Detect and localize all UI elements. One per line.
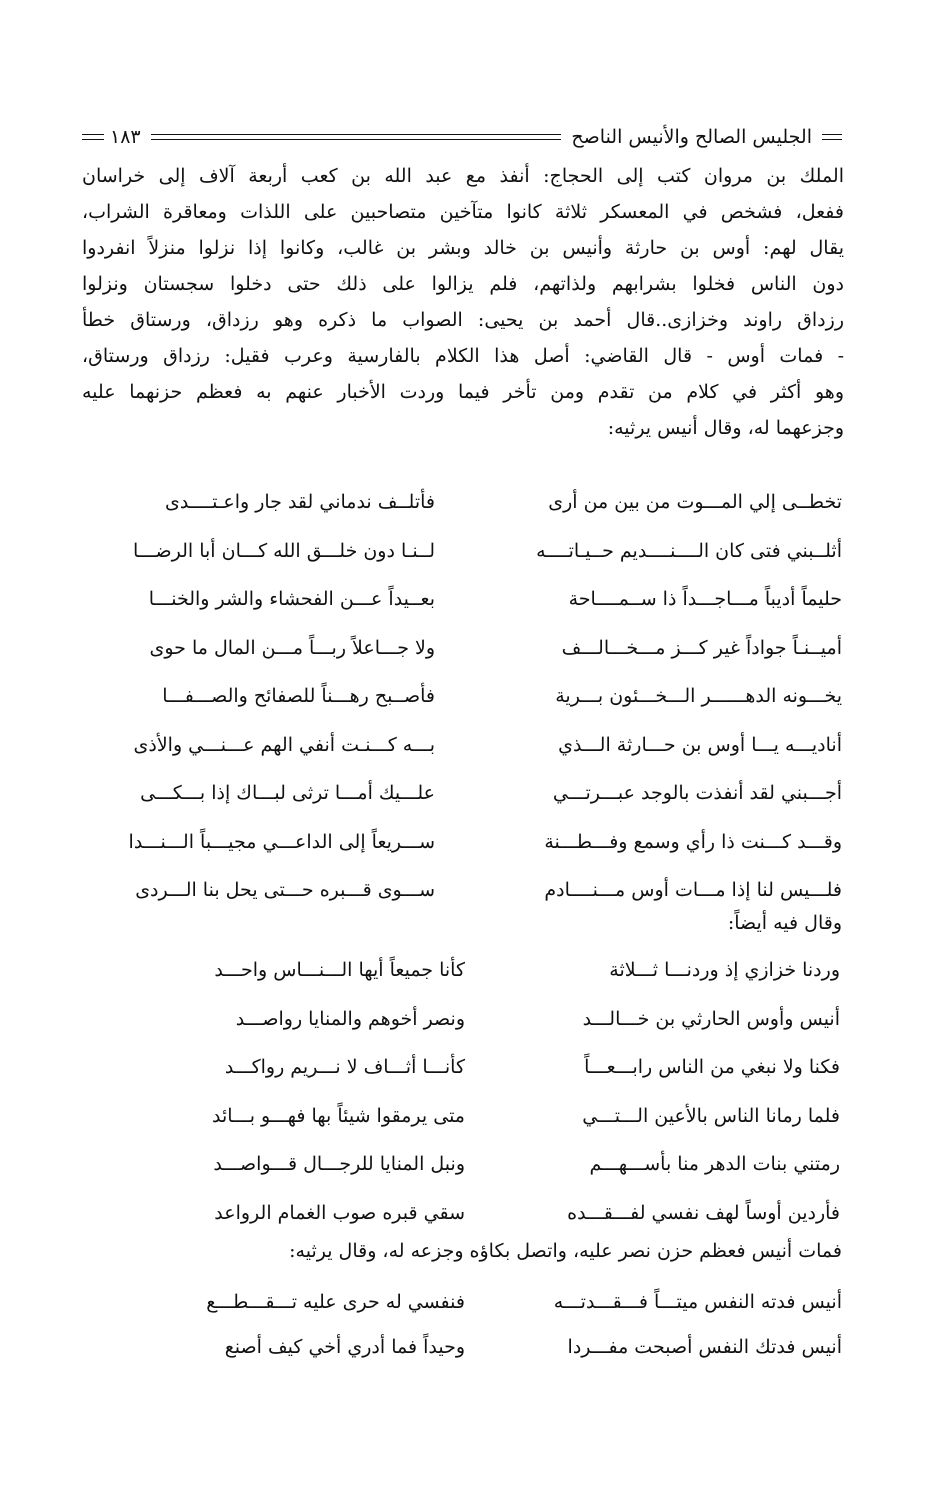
hemistich-second: فنفسي له حرى عليه تـــقـــطـــع (206, 1291, 465, 1313)
prose-line: رزداق راوند وخزازى..قال أحمد بن يحيى: الصواب ما ذكره وهو رزداق، ورستاق خطأ (82, 309, 844, 331)
verse (120, 1043, 840, 1092)
prose-line: - فمات أوس - قال القاضي: أصل هذا الكلام بالفارسية وعرب فقيل: رزداق ورستاق، (82, 345, 844, 367)
hemistich-second: فأتلــف ندماني لقد جار واعـتــــدى (164, 491, 435, 513)
hemistich-second: بعــيداً عـــن الفحشاء والشر والخنـــا (148, 588, 435, 610)
hemistich-first: أثلــبني فتى كان الــــنــــديم حــيـاتــــه (536, 539, 842, 562)
verse (120, 1092, 840, 1141)
hemistich-first: فلما رمانا الناس بالأعين الـــتـــي (582, 1104, 840, 1127)
hemistich-first: وقـــد كـــنت ذا رأي وسمع وفـــطـــنة (544, 830, 842, 853)
hemistich-second: علـــيك أمـــا ترثى لبـــاك إذا بـــكـــى (140, 782, 435, 804)
prose-line: وجزعهما له، وقال أنيس يرثيه: (607, 417, 844, 439)
hemistich-second: متى يرمقوا شيئاً بها فهـــو بـــائد (211, 1104, 465, 1127)
prose-line: يقال لهم: أوس بن حارثة وأنيس بن خالد وبشر بن غالب، وكانوا إذا نزلوا منزلاً انفردوا (82, 237, 844, 259)
hemistich-first: فأردين أوساً لهف نفسي لفـــقـــده (567, 1201, 840, 1224)
verse (90, 818, 842, 867)
verse (90, 866, 842, 915)
hemistich-first: وردنا خزازي إذ وردنـــا ثـــلاثة (609, 959, 840, 981)
running-header (82, 120, 842, 154)
verse (120, 995, 840, 1044)
prose-line: ففعل، فشخص في المعسكر ثلاثة كانوا متآخين متصاحبين على اللذات ومعاقرة الشراب، (82, 201, 844, 223)
hemistich-first: رمتني بنات الدهر منا بأســـهـــم (589, 1153, 840, 1175)
hemistich-first: فكنا ولا نبغي من الناس رابـــعـــاً (584, 1056, 840, 1078)
elegy-poem-3 (120, 1280, 842, 1370)
poem-intro-3: فمات أنيس فعظم حزن نصر عليه، واتصل بكاؤه وجزعه له، وقال يرثيه: (289, 1240, 842, 1262)
verse (90, 527, 842, 576)
hemistich-first: أنيس فدتك النفس أصبحت مفـــردا (567, 1336, 842, 1358)
verse (120, 1140, 840, 1189)
header-rule-end (82, 134, 104, 140)
hemistich-second: لــنـا دون خلـــق الله كـــان أبا الرضـــا (133, 539, 435, 562)
header-rule-middle (151, 134, 562, 140)
hemistich-second: كأنـــا أثـــاف لا نـــريم رواكـــد (224, 1056, 465, 1078)
prose-line: دون الناس فخلوا بشرابهم ولذاتهم، فلم يزالوا على ذلك حتى دخلوا سجستان ونزلوا (82, 273, 844, 295)
verse (90, 478, 842, 527)
page-number: ١٨٣ (110, 126, 141, 148)
hemistich-second: ونبل المنايا للرجـــال قـــواصـــد (213, 1153, 465, 1175)
elegy-poem-1 (90, 478, 842, 915)
hemistich-first: تخطــى إلي المـــوت من بين من أرى (548, 491, 842, 513)
hemistich-second: فأصــبح رهـــناً للصفائح والصـــفـــا (162, 685, 435, 707)
verse (90, 721, 842, 770)
book-title: الجليس الصالح والأنيس الناصح (571, 126, 812, 148)
verse (120, 1280, 842, 1325)
verse (120, 1325, 842, 1370)
hemistich-second: ولا جـــاعلاً ربـــاً مـــن المال ما حوى (149, 636, 435, 659)
header-rule-start (822, 134, 842, 140)
hemistich-first: فلـــيس لنا إذا مـــات أوس مـــنــــادم (544, 879, 842, 901)
verse (90, 769, 842, 818)
elegy-poem-2 (120, 946, 840, 1237)
hemistich-first: أميــنـاً جواداً غير كـــز مـــخـــالـــف (561, 636, 842, 659)
hemistich-first: أنيس فدته النفس ميتـــاً فـــقـــدتـــه (553, 1291, 842, 1313)
hemistich-first: أجـــبني لقد أنفذت بالوجد عبـــرتـــي (552, 782, 842, 804)
verse (90, 672, 842, 721)
verse (120, 946, 840, 995)
hemistich-second: ســـريعاً إلى الداعـــي مجيـــباً الـــنـــدا (128, 830, 435, 853)
prose-line: وهو أكثر في كلام من تقدم ومن تأخر فيما وردت الأخبار عنهم به فعظم حزنهما عليه (82, 381, 844, 403)
hemistich-second: وحيداً فما أدري أخي كيف أصنع (224, 1336, 465, 1358)
verse (90, 624, 842, 673)
hemistich-second: ونصر أخوهم والمنايا رواصـــد (235, 1007, 465, 1030)
hemistich-second: كأنا جميعاً أيها الـــنـــاس واحـــد (214, 959, 465, 981)
hemistich-second: بـــه كـــنـت أنفي الهم عـــنـــي والأذى (133, 733, 435, 756)
hemistich-second: ســـوى قـــبره حـــتى يحل بنا الـــردى (135, 879, 435, 901)
verse (120, 1189, 840, 1238)
prose-paragraph (82, 158, 844, 446)
poem-intro-2: وقال فيه أيضاً: (727, 912, 842, 934)
hemistich-first: يخـــونه الدهــــــر الـــخـــئون بـــرية (555, 685, 842, 707)
hemistich-first: أنيس وأوس الحارثي بن خـــالـــد (582, 1007, 840, 1030)
hemistich-first: أناديـــه يـــا أوس بن حـــارثة الـــذي (558, 733, 842, 756)
hemistich-second: سقي قبره صوب الغمام الرواعد (214, 1201, 465, 1224)
hemistich-first: حليماً أديباً مـــاجـــداً ذا ســمــــاحة (568, 588, 842, 610)
verse (90, 575, 842, 624)
prose-line: الملك بن مروان كتب إلى الحجاج: أنفذ مع عبد الله بن كعب أربعة آلاف إلى خراسان (82, 165, 844, 187)
